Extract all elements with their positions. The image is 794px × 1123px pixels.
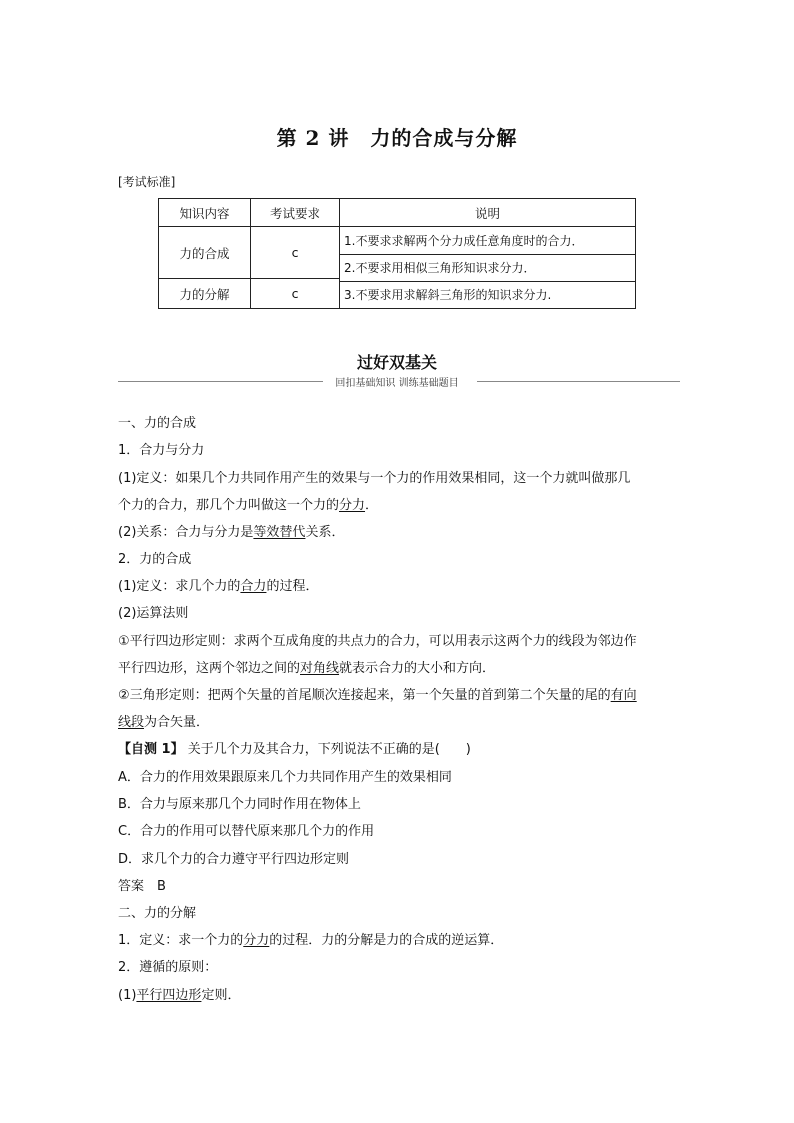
paragraph-line: 个力的合力，那几个力叫做这一个力的分力． (118, 498, 379, 513)
underlined-term: 平行四边形 (136, 988, 202, 1003)
paragraph-line: (1)定义：求几个力的合力的过程． (118, 579, 319, 594)
quiz-option: C．合力的作用可以替代原来那几个力的作用 (118, 824, 375, 839)
paragraph-line: ①平行四边形定则：求两个互成角度的共点力的合力，可以用表示这两个力的线段为邻边作 (118, 634, 637, 649)
standards-table (158, 198, 636, 309)
table-row (159, 227, 636, 279)
underlined-term: 分力 (339, 498, 366, 513)
quiz-answer: 答案 B (118, 879, 166, 894)
column-header: 说明 (340, 199, 636, 227)
paragraph-line: (1)定义：如果几个力共同作用产生的效果与一个力的作用效果相同，这一个力就叫做那几 (118, 471, 631, 486)
quiz-option: D．求几个力的合力遵守平行四边形定则 (118, 852, 350, 867)
section-subtitle: 回扣基础知识 训练基础题目 (335, 378, 459, 389)
underlined-term: 等效替代 (253, 525, 306, 540)
level-cell: c (251, 227, 340, 279)
paragraph-line: 平行四边形，这两个邻边之间的对角线就表示合力的大小和方向． (118, 661, 496, 676)
paragraph-line: 1．定义：求一个力的分力的过程．力的分解是力的合成的逆运算． (118, 933, 504, 948)
underlined-term: 合力 (240, 579, 267, 594)
notes-cell (340, 227, 636, 309)
table-header-row (159, 199, 636, 227)
quiz-option: A．合力的作用效果跟原来几个力共同作用产生的效果相同 (118, 770, 452, 785)
quiz-question: 【自测 1】 关于几个力及其合力，下列说法不正确的是( ) (118, 742, 471, 757)
paragraph-line: (2)运算法则 (118, 606, 189, 621)
column-header: 知识内容 (159, 199, 251, 227)
heading: 一、力的合成 (118, 416, 197, 431)
underlined-term: 分力 (243, 933, 270, 948)
paragraph-line: ②三角形定则：把两个矢量的首尾顺次连接起来，第一个矢量的首到第二个矢量的尾的有向 (118, 688, 637, 703)
standards-label: [考试标准] (118, 175, 176, 189)
section-title: 过好双基关 (356, 353, 437, 372)
underlined-term: 线段 (118, 715, 145, 730)
paragraph-line: 线段为合矢量． (118, 715, 210, 730)
note-line: 3.不要求用求解斜三角形的知识求分力. (344, 287, 552, 302)
divider-right (477, 381, 680, 382)
underlined-term: 有向 (610, 688, 637, 703)
topic-cell: 力的合成 (159, 227, 251, 279)
underlined-term: 对角线 (300, 661, 340, 676)
heading: 二、力的分解 (118, 906, 197, 921)
topic-cell: 力的分解 (159, 279, 251, 309)
note-line: 2.不要求用相似三角形知识求分力． (340, 255, 635, 282)
paragraph-line: (1)平行四边形定则． (118, 988, 241, 1003)
quiz-option: B．合力与原来那几个力同时作用在物体上 (118, 797, 361, 812)
paragraph-line: (2)关系：合力与分力是等效替代关系． (118, 525, 345, 540)
level-cell: c (251, 279, 340, 309)
page-title: 第 2 讲 力的合成与分解 (276, 126, 518, 150)
subheading: 1．合力与分力 (118, 443, 205, 458)
note-line: 1.不要求求解两个分力成任意角度时的合力． (340, 228, 635, 255)
paragraph-line: 2．遵循的原则： (118, 960, 218, 975)
quiz-tag: 【自测 1】 (118, 742, 184, 757)
column-header: 考试要求 (251, 199, 340, 227)
subheading: 2．力的合成 (118, 552, 192, 567)
